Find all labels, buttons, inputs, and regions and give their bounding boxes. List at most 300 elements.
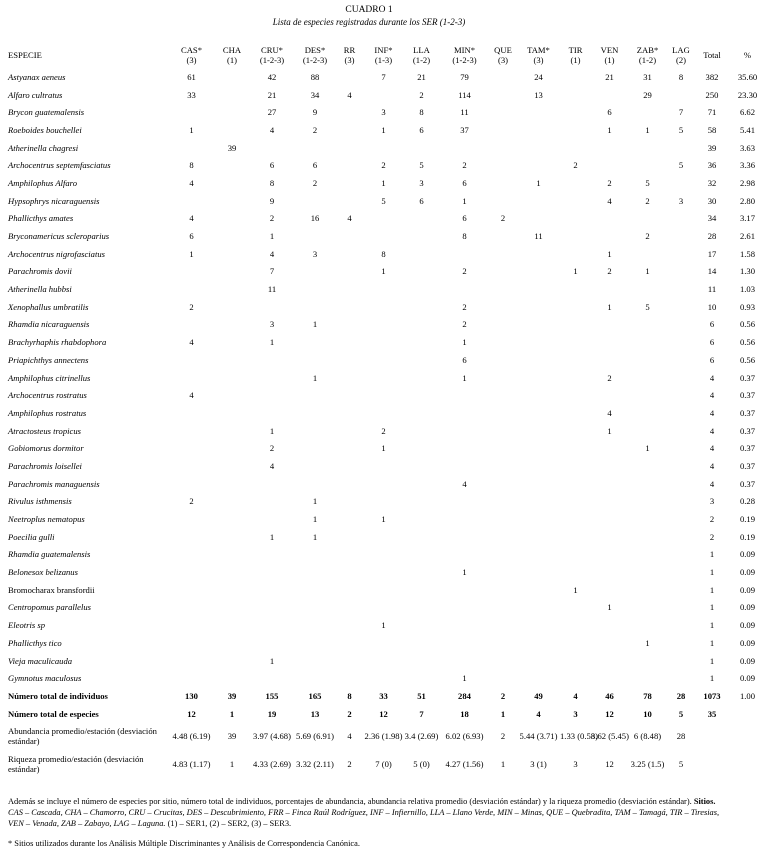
table-cell: 1.00: [739, 690, 756, 701]
table-cell: 10: [643, 708, 652, 719]
table-cell: [591, 351, 628, 369]
table-cell: [168, 139, 215, 157]
table-cell: [335, 652, 364, 670]
table-cell: [403, 245, 440, 263]
table-cell: 3.97 (4.68): [253, 731, 291, 742]
table-cell: [591, 616, 628, 634]
table-cell: 6: [709, 354, 715, 365]
table-cell: 2: [500, 213, 506, 224]
table-cell: [168, 510, 215, 528]
table-cell: [295, 280, 335, 298]
table-cell: 28: [676, 690, 686, 701]
table-cell: [628, 528, 667, 546]
table-cell: [517, 652, 560, 670]
table-cell: [489, 280, 517, 298]
table-cell: 250: [705, 89, 719, 100]
table-cell: [335, 634, 364, 652]
table-cell: [560, 528, 591, 546]
table-cell: 4: [189, 177, 194, 188]
table-cell: [591, 333, 628, 351]
table-cell: 24: [534, 71, 543, 82]
table-title: CUADRO 1: [345, 5, 393, 15]
table-cell: [591, 457, 628, 475]
table-cell: [628, 316, 667, 334]
table-cell: [517, 263, 560, 281]
table-cell: [364, 563, 403, 581]
table-cell: 4: [709, 443, 715, 454]
table-cell: [249, 634, 295, 652]
table-cell: [168, 528, 215, 546]
column-header: [628, 42, 667, 68]
table-cell: 5.44 (3.71): [519, 731, 558, 742]
table-row: [8, 227, 766, 245]
table-cell: 382: [705, 71, 719, 82]
row-label: Vieja maculicauda: [8, 655, 73, 666]
table-cell: 1: [607, 602, 612, 613]
row-label: Phallicthys amates: [8, 213, 74, 224]
table-cell: [215, 404, 249, 422]
table-cell: 1: [607, 248, 612, 259]
table-cell: [364, 634, 403, 652]
table-cell: [489, 652, 517, 670]
table-cell: [489, 546, 517, 564]
table-cell: 3.4 (2.69): [404, 731, 439, 742]
table-cell: [560, 245, 591, 263]
table-cell: 33: [379, 690, 388, 701]
table-cell: [168, 599, 215, 617]
column-header-sers: (1-2): [412, 55, 431, 65]
table-cell: [489, 316, 517, 334]
table-cell: 6: [709, 337, 715, 348]
table-cell: [489, 86, 517, 104]
table-cell: [335, 528, 364, 546]
table-cell: [335, 227, 364, 245]
table-cell: 1: [269, 531, 275, 542]
table-cell: 1: [536, 177, 541, 188]
table-cell: [591, 652, 628, 670]
table-cell: [335, 139, 364, 157]
table-cell: [295, 581, 335, 599]
table-cell: 1: [462, 567, 467, 578]
table-cell: [215, 245, 249, 263]
table-cell: [295, 298, 335, 316]
header-row: [8, 42, 766, 68]
table-cell: [667, 581, 695, 599]
table-cell: 1: [607, 425, 612, 436]
table-cell: [440, 439, 489, 457]
table-cell: 3: [381, 107, 386, 118]
table-cell: 13: [534, 89, 543, 100]
table-cell: [591, 669, 628, 687]
table-cell: [667, 563, 695, 581]
table-cell: 61: [187, 71, 196, 82]
table-cell: 10: [707, 301, 717, 312]
table-cell: [364, 652, 403, 670]
table-cell: [628, 457, 667, 475]
table-cell: 1: [709, 655, 715, 666]
table-cell: 0.56: [739, 354, 756, 365]
table-cell: 2: [645, 195, 650, 206]
table-cell: [215, 316, 249, 334]
table-cell: 6.02 (6.93): [445, 731, 484, 742]
table-cell: 7 (0): [375, 759, 392, 770]
table-cell: [168, 263, 215, 281]
table-cell: [215, 280, 249, 298]
table-cell: [440, 386, 489, 404]
row-label: Belonesox belizanus: [8, 567, 78, 578]
table-cell: [560, 369, 591, 387]
table-cell: 2: [462, 266, 467, 277]
table-cell: [667, 227, 695, 245]
table-cell: [403, 652, 440, 670]
column-header-sers: (1): [604, 55, 615, 65]
table-cell: 1.03: [739, 284, 756, 295]
table-row: [8, 669, 766, 687]
table-cell: [168, 546, 215, 564]
table-cell: [591, 581, 628, 599]
table-cell: [517, 599, 560, 617]
column-header-sers: (1-2-3): [259, 55, 285, 65]
table-row: [8, 652, 766, 670]
table-row: [8, 563, 766, 581]
table-cell: [215, 174, 249, 192]
table-cell: [560, 280, 591, 298]
table-cell: [560, 298, 591, 316]
table-cell: [591, 210, 628, 228]
table-cell: 4.83 (1.17): [172, 759, 211, 770]
table-cell: 4: [347, 731, 352, 742]
row-label: Gobiomorus dormitor: [8, 443, 84, 454]
table-cell: [440, 616, 489, 634]
row-label: Alfaro cultratus: [8, 89, 63, 100]
table-cell: [168, 369, 215, 387]
table-cell: [667, 457, 695, 475]
table-cell: [517, 139, 560, 157]
table-cell: [628, 493, 667, 511]
table-cell: [168, 103, 215, 121]
table-cell: 4: [607, 195, 612, 206]
table-cell: [489, 369, 517, 387]
table-cell: [440, 599, 489, 617]
table-cell: [364, 404, 403, 422]
table-cell: 8: [381, 248, 386, 259]
table-cell: 21: [417, 71, 426, 82]
table-cell: [667, 546, 695, 564]
table-cell: [667, 139, 695, 157]
row-label: Parachromis loisellei: [8, 460, 82, 471]
table-cell: 0.93: [739, 301, 756, 312]
table-cell: [667, 369, 695, 387]
table-cell: 155: [265, 690, 279, 701]
table-cell: 0.37: [739, 390, 756, 401]
table-row: [8, 68, 766, 86]
table-cell: [440, 280, 489, 298]
table-cell: 5: [645, 177, 650, 188]
table-row: [8, 599, 766, 617]
table-cell: [440, 634, 489, 652]
table-cell: 0.37: [739, 407, 756, 418]
row-label: Archocentrus nigrofasciatus: [8, 248, 105, 259]
table-cell: [517, 298, 560, 316]
table-cell: [489, 457, 517, 475]
table-cell: [403, 404, 440, 422]
table-cell: [489, 616, 517, 634]
row-label: Hypsophrys nicaraguensis: [8, 195, 100, 206]
table-cell: [440, 139, 489, 157]
table-cell: [489, 351, 517, 369]
table-cell: [335, 174, 364, 192]
table-cell: [489, 475, 517, 493]
row-label: Parachromis managuensis: [8, 478, 100, 489]
table-cell: [249, 475, 295, 493]
table-cell: [215, 192, 249, 210]
table-cell: [489, 669, 517, 687]
table-cell: [560, 121, 591, 139]
table-cell: [168, 475, 215, 493]
table-cell: [517, 280, 560, 298]
table-cell: [335, 475, 364, 493]
table-cell: 4: [347, 89, 352, 100]
table-cell: [403, 333, 440, 351]
table-cell: [168, 669, 215, 687]
table-cell: 1: [462, 372, 467, 383]
table-cell: 2: [189, 496, 194, 507]
table-cell: [628, 156, 667, 174]
table-cell: 1: [462, 337, 467, 348]
table-cell: 34: [707, 213, 717, 224]
table-cell: 3.25 (1.5): [630, 759, 665, 770]
table-cell: 0.09: [739, 637, 756, 648]
row-label: Número total de especies: [8, 708, 99, 719]
table-cell: [335, 422, 364, 440]
table-cell: 7: [269, 266, 275, 277]
table-cell: [295, 599, 335, 617]
table-cell: [517, 245, 560, 263]
table-cell: [440, 245, 489, 263]
table-cell: [295, 192, 335, 210]
table-cell: [591, 439, 628, 457]
table-cell: [560, 316, 591, 334]
table-cell: 1: [709, 620, 715, 631]
table-cell: [335, 245, 364, 263]
table-cell: [628, 280, 667, 298]
table-cell: [560, 422, 591, 440]
table-cell: [591, 475, 628, 493]
table-cell: [364, 298, 403, 316]
table-cell: 17: [707, 248, 717, 259]
table-cell: [667, 439, 695, 457]
table-cell: 3: [312, 248, 318, 259]
table-cell: [628, 599, 667, 617]
table-cell: [215, 68, 249, 86]
table-cell: 2: [607, 266, 612, 277]
table-cell: 0.37: [739, 372, 756, 383]
table-cell: 2: [645, 231, 650, 242]
column-header-name: LLA: [413, 44, 430, 55]
table-cell: [591, 280, 628, 298]
table-cell: [249, 298, 295, 316]
table-cell: [335, 669, 364, 687]
row-label: Archocentrus rostratus: [8, 390, 87, 401]
table-cell: 1: [709, 637, 715, 648]
table-cell: 4: [347, 213, 352, 224]
table-cell: [249, 386, 295, 404]
table-cell: 165: [308, 690, 322, 701]
table-cell: 2: [500, 690, 506, 701]
table-cell: [335, 616, 364, 634]
column-header-sers: (2): [675, 55, 687, 65]
table-cell: 5: [678, 759, 684, 770]
table-cell: [403, 298, 440, 316]
table-cell: 58: [707, 124, 717, 135]
table-cell: [335, 599, 364, 617]
table-cell: 12: [605, 759, 614, 770]
table-cell: [403, 369, 440, 387]
table-cell: 88: [310, 71, 320, 82]
table-cell: [489, 404, 517, 422]
column-header: [335, 42, 364, 68]
table-cell: [295, 263, 335, 281]
table-cell: 1.33 (0.58): [560, 731, 598, 742]
table-cell: 11: [460, 107, 469, 118]
column-header-name: CRU*: [261, 44, 283, 55]
table-cell: 1.30: [739, 266, 756, 277]
table-cell: 2.36 (1.98): [364, 731, 403, 742]
table-cell: [215, 669, 249, 687]
row-label: Parachromis dovii: [8, 266, 72, 277]
table-cell: 5 (0): [413, 759, 430, 770]
column-header-sers: (3): [344, 55, 355, 65]
table-cell: [168, 316, 215, 334]
table-cell: [215, 103, 249, 121]
table-cell: 3.63: [739, 142, 756, 153]
table-cell: 1: [573, 584, 578, 595]
table-cell: 2: [381, 425, 386, 436]
table-cell: 49: [534, 690, 543, 701]
table-row: [8, 263, 766, 281]
table-cell: [628, 139, 667, 157]
table-cell: 46: [605, 690, 614, 701]
table-cell: 0.09: [739, 567, 756, 578]
table-cell: 1: [381, 514, 386, 525]
table-cell: 13: [310, 708, 320, 719]
table-cell: 5: [419, 160, 424, 171]
table-cell: 37: [460, 124, 469, 135]
table-cell: 39: [227, 690, 237, 701]
table-cell: [489, 68, 517, 86]
table-cell: [335, 351, 364, 369]
table-cell: [517, 616, 560, 634]
table-cell: [440, 652, 489, 670]
table-cell: [560, 510, 591, 528]
row-label: Priapichthys annectens: [8, 354, 89, 365]
table-cell: 1: [269, 655, 275, 666]
table-cell: [628, 404, 667, 422]
table-cell: [364, 599, 403, 617]
table-row: [8, 439, 766, 457]
table-cell: [215, 475, 249, 493]
table-cell: 1: [269, 231, 275, 242]
total-row: [8, 705, 766, 723]
table-cell: 78: [643, 690, 652, 701]
table-cell: [440, 493, 489, 511]
table-cell: 5: [678, 124, 684, 135]
column-header: [249, 42, 295, 68]
table-cell: [517, 634, 560, 652]
column-header-sers: (1-2): [638, 55, 657, 65]
table-cell: [295, 546, 335, 564]
table-cell: 114: [458, 89, 471, 100]
table-cell: 9: [312, 107, 318, 118]
column-header-name: QUE: [494, 44, 512, 55]
total-row: [8, 687, 766, 705]
table-cell: 1: [709, 673, 715, 684]
row-label: Brachyrhaphis rhabdophora: [8, 337, 107, 348]
table-cell: 7: [419, 708, 424, 719]
table-cell: [667, 599, 695, 617]
column-header-name: ZAB*: [636, 44, 659, 55]
table-cell: 0.56: [739, 319, 756, 330]
table-cell: [335, 581, 364, 599]
table-row: [8, 386, 766, 404]
table-cell: 3: [678, 195, 684, 206]
table-cell: 6.62: [739, 107, 756, 118]
table-cell: 6: [189, 231, 194, 242]
table-cell: [560, 457, 591, 475]
table-cell: [403, 263, 440, 281]
row-label: Archocentrus septemfasciatus: [8, 160, 111, 171]
table-cell: 7: [381, 71, 386, 82]
table-row: [8, 404, 766, 422]
table-cell: 35.60: [737, 71, 758, 82]
table-cell: [168, 422, 215, 440]
table-cell: [517, 156, 560, 174]
column-header: [440, 42, 489, 68]
column-header-name: MIN*: [453, 44, 475, 55]
table-cell: [295, 616, 335, 634]
table-cell: [403, 669, 440, 687]
table-cell: [295, 475, 335, 493]
table-cell: [335, 510, 364, 528]
table-cell: [591, 528, 628, 546]
table-cell: 4: [462, 478, 467, 489]
column-header: [168, 42, 215, 68]
table-cell: 2: [312, 177, 318, 188]
column-header: [215, 42, 249, 68]
table-cell: [628, 510, 667, 528]
column-header-name: CHA: [222, 44, 242, 55]
row-label: Bromocharax bransfordii: [8, 584, 95, 595]
table-cell: 130: [185, 690, 198, 701]
table-cell: [168, 192, 215, 210]
table-cell: 1: [645, 124, 650, 135]
table-cell: 4: [189, 213, 194, 224]
row-label: Amphilophus Alfaro: [8, 177, 77, 188]
table-cell: 2: [462, 319, 467, 330]
table-cell: [560, 103, 591, 121]
table-cell: [591, 386, 628, 404]
table-cell: [517, 493, 560, 511]
table-cell: 12: [605, 708, 614, 719]
table-cell: 6: [607, 107, 612, 118]
table-cell: 12: [187, 708, 196, 719]
table-cell: [517, 475, 560, 493]
row-label: Poecilia gulli: [8, 531, 55, 542]
table-cell: 2: [607, 372, 612, 383]
column-header-sers: (3): [497, 55, 509, 65]
table-cell: 1: [312, 496, 318, 507]
table-cell: [215, 333, 249, 351]
